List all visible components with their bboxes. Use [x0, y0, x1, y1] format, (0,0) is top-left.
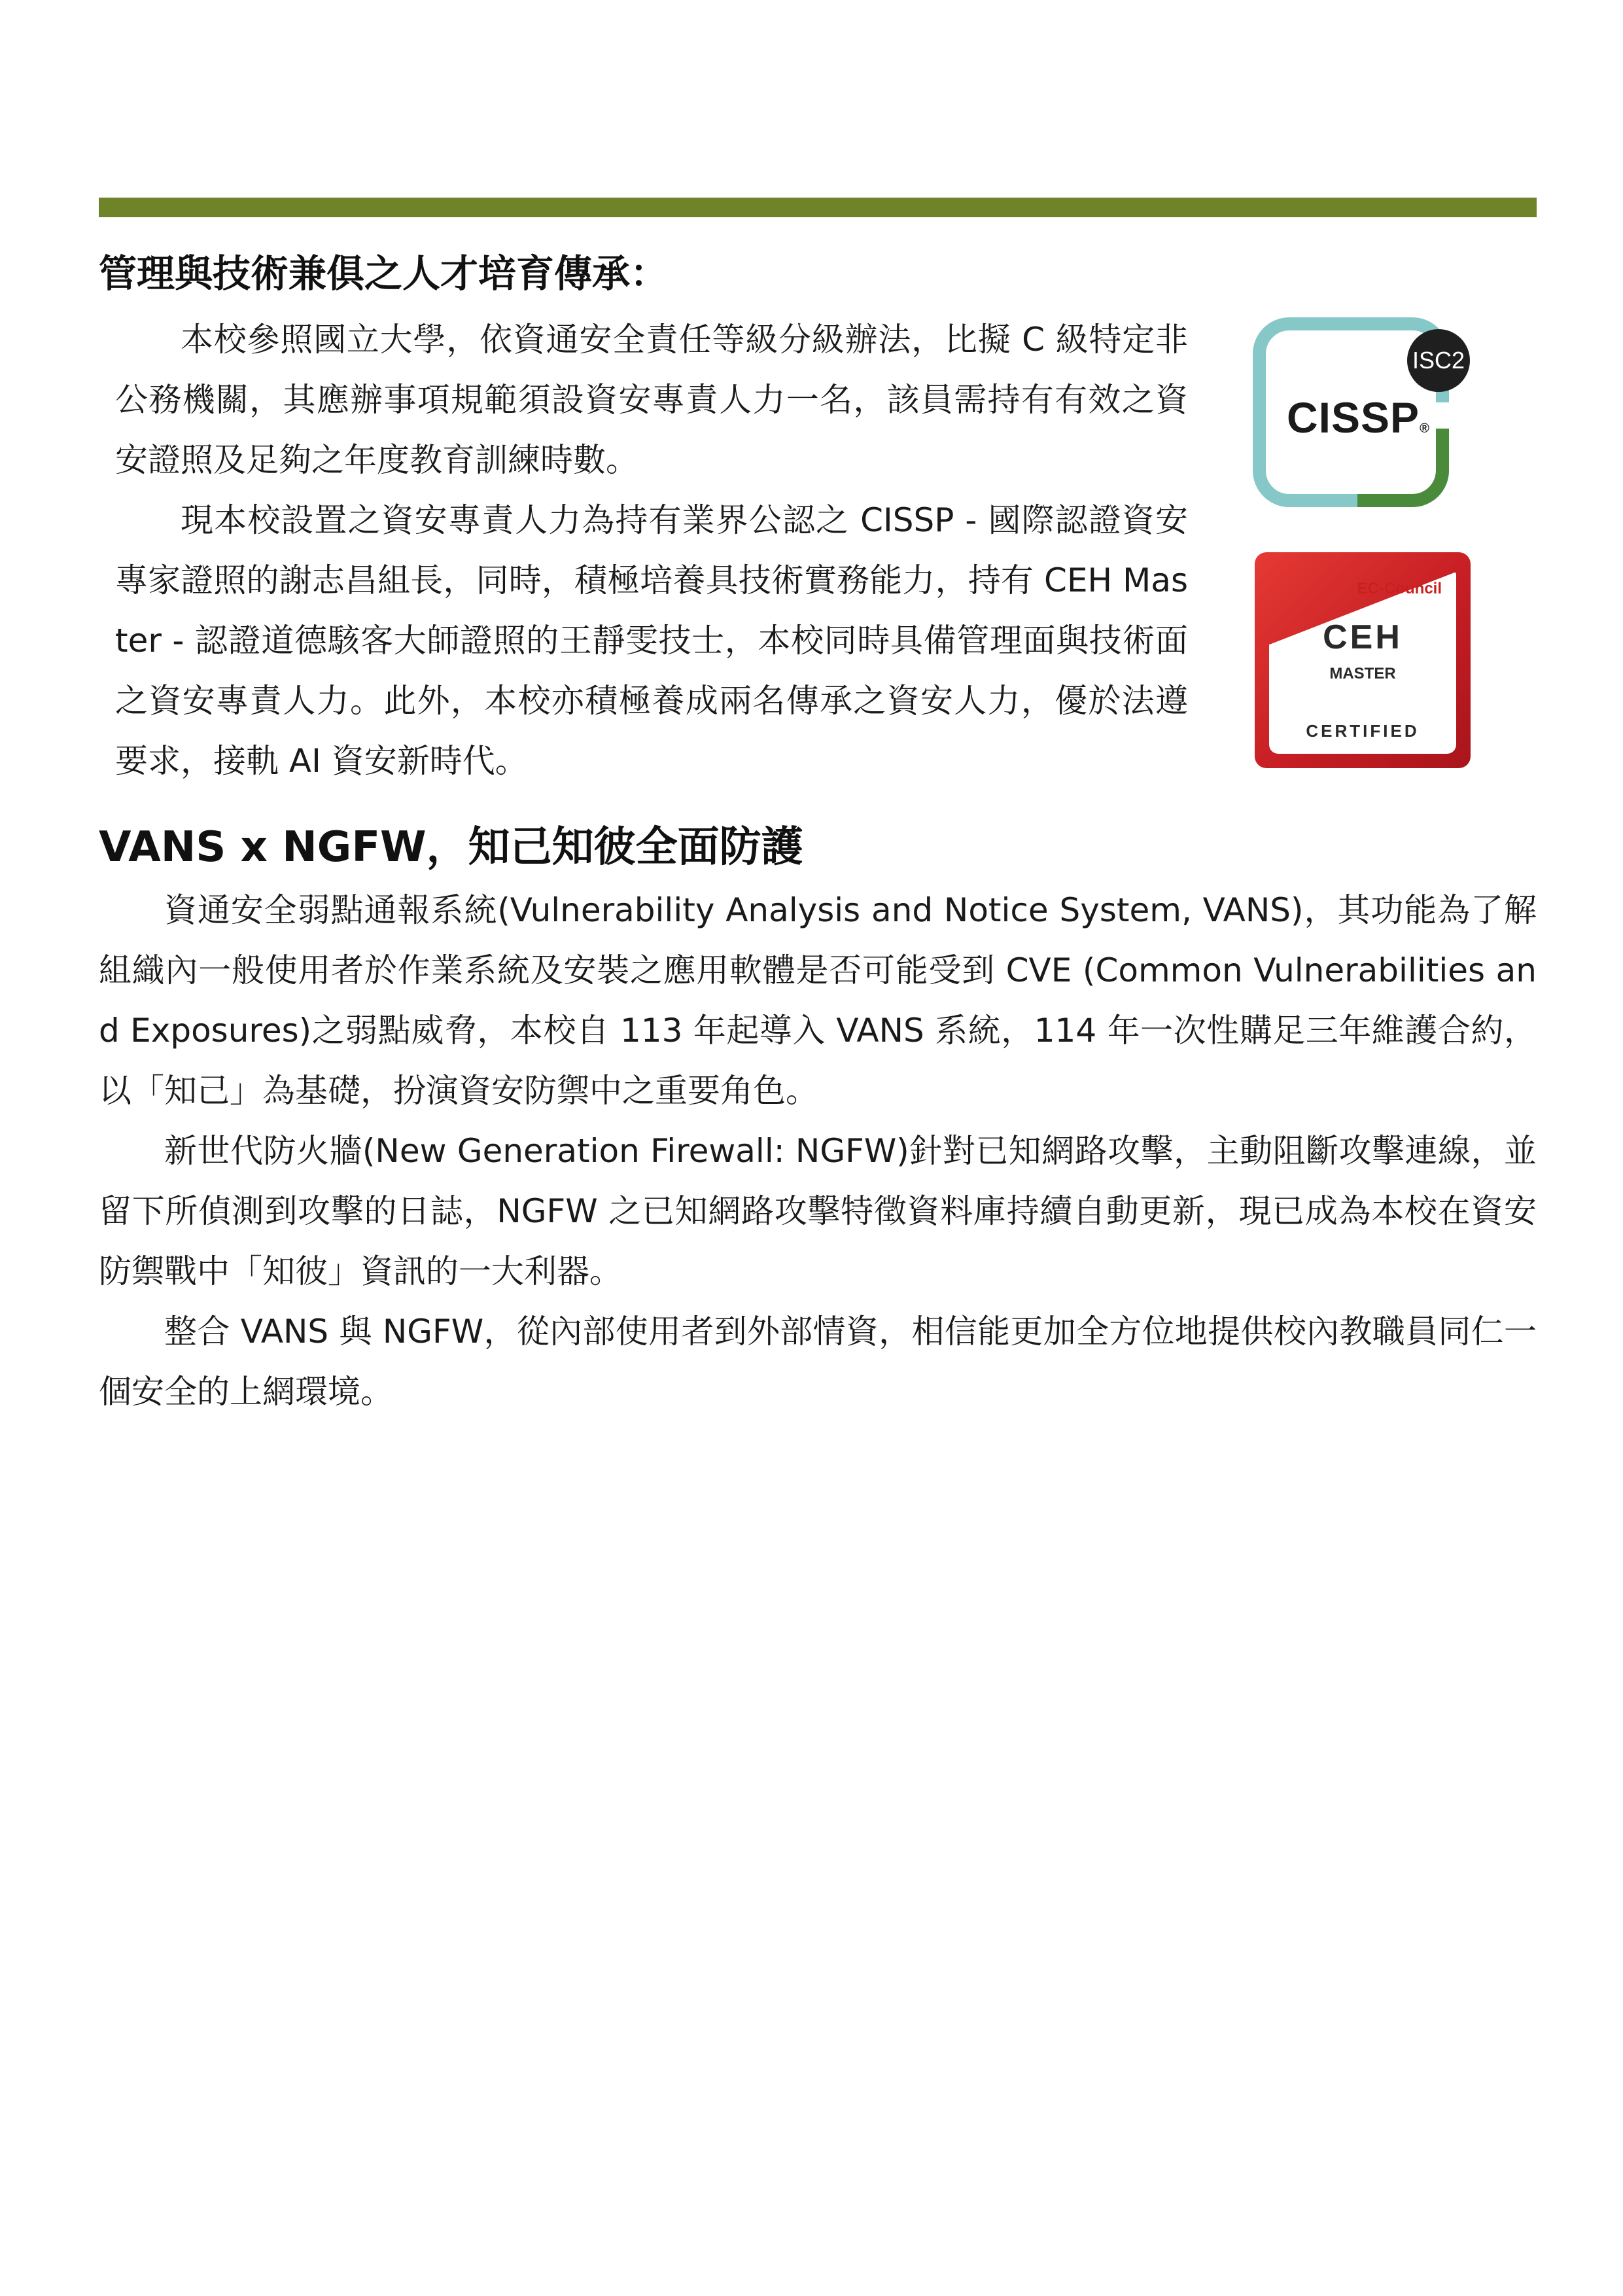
- section-2-paragraph: 資通安全弱點通報系統(Vulnerability Analysis and Notice System, VANS)，其功能為了解組織內一般使用者於作業系統及安裝之應用軟體是否可能受到 CVE (Common Vulnerabilities and Exposures)之弱點威脅，本校自 113 年起導入 VANS 系統，114 年一次性購足三年維護合約，以「知己」為基礎，扮演資安防禦中之重要角色。: [99, 891, 1537, 1110]
- section-2-paragraph: 新世代防火牆(New Generation Firewall: NGFW)針對已知網路攻擊，主動阻斷攻擊連線，並留下所偵測到攻擊的日誌，NGFW 之已知網路攻擊特徵資料庫持續自動更新，現已成為本校在資安防禦戰中「知彼」資訊的一大利器。: [99, 1132, 1537, 1290]
- section-2-body: [99, 880, 1537, 1422]
- section-2-paragraph: 整合 VANS 與 NGFW，從內部使用者到外部情資，相信能更加全方位地提供校內教職員同仁一個安全的上網環境。: [99, 1313, 1537, 1411]
- section-1-paragraph: 現本校設置之資安專責人力為持有業界公認之 CISSP - 國際認證資安專家證照的謝志昌組長，同時，積極培養具技術實務能力，持有 CEH Master - 認證道德駭客大師證照的王靜雯技士，本校同時具備管理面與技術面之資安專責人力。此外，本校亦積極養成兩名傳承之資安人力，優於法遵要求，接軌 AI 資安新時代。: [115, 501, 1188, 780]
- ceh-master-badge-logo: [1255, 552, 1471, 768]
- section-1-heading: 管理與技術兼俱之人才培育傳承：: [99, 251, 669, 296]
- cissp-badge-logo: [1246, 311, 1482, 527]
- section-1-body: [115, 309, 1188, 791]
- cissp-wordmark: CISSP®: [1287, 393, 1430, 442]
- ceh-certified-label: CERTIFIED: [1306, 721, 1420, 741]
- section-1-paragraph: 本校參照國立大學，依資通安全責任等級分級辦法，比擬 C 級特定非公務機關，其應辦事項規範須設資安專責人力一名，該員需持有有效之資安證照及足夠之年度教育訓練時數。: [115, 321, 1188, 479]
- isc2-logo: ISC2: [1407, 329, 1470, 392]
- ceh-level-label: MASTER: [1329, 665, 1396, 682]
- ceh-wordmark: CEH: [1323, 618, 1403, 656]
- ec-council-label: EC-Council: [1357, 580, 1442, 597]
- section-2-heading: VANS x NGFW，知己知彼全面防護: [99, 823, 803, 872]
- section-divider: [99, 198, 1537, 217]
